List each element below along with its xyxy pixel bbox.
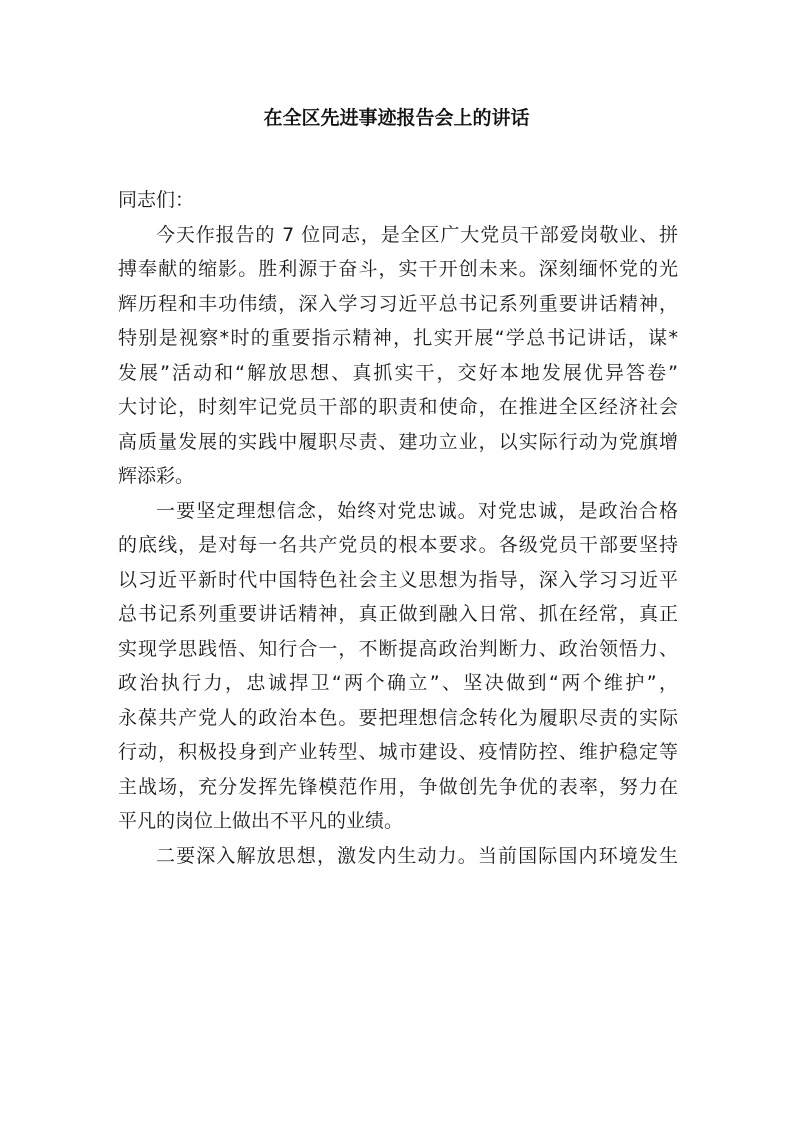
paragraph-line: 的底线，是对每一名共产党员的根本要求。各级党员干部要坚持 <box>118 534 678 556</box>
paragraph-line: 行动，积极投身到产业转型、城市建设、疫情防控、维护稳定等 <box>118 741 678 763</box>
document-title: 在全区先进事迹报告会上的讲话 <box>263 107 530 129</box>
paragraph-line: 一要坚定理想信念，始终对党忠诚。对党忠诚，是政治合格 <box>156 499 678 522</box>
paragraph-line: 政治执行力，忠诚捍卫“两个确立”、坚决做到“两个维护”， <box>118 672 678 694</box>
salutation-line: 同志们： <box>118 189 195 211</box>
paragraph-line: 辉添彩。 <box>118 465 195 487</box>
paragraph-line: 以习近平新时代中国特色社会主义思想为指导，深入学习习近平 <box>118 568 678 591</box>
paragraph-line: 搏奉献的缩影。胜利源于奋斗，实干开创未来。深刻缅怀党的光 <box>118 258 678 280</box>
document-body <box>118 185 678 875</box>
paragraph-line: 平凡的岗位上做出不平凡的业绩。 <box>118 810 404 832</box>
paragraph-line: 主战场，充分发挥先锋模范作用，争做创先争优的表率，努力在 <box>118 775 678 798</box>
paragraph-line: 永葆共产党人的政治本色。要把理想信念转化为履职尽责的实际 <box>118 706 678 729</box>
paragraph-line: 辉历程和丰功伟绩，深入学习习近平总书记系列重要讲话精神， <box>118 292 678 315</box>
paragraph-line: 发展”活动和“解放思想、真抓实干，交好本地发展优异答卷” <box>118 361 678 384</box>
paragraph-line: 实现学思践悟、知行合一，不断提高政治判断力、政治领悟力、 <box>118 637 678 660</box>
paragraph-line: 大讨论，时刻牢记党员干部的职责和使命，在推进全区经济社会 <box>118 396 678 418</box>
paragraph-line: 今天作报告的 7 位同志，是全区广大党员干部爱岗敬业、拼 <box>156 223 678 246</box>
paragraph-line: 特别是视察*时的重要指示精神，扎实开展“学总书记讲话，谋* <box>118 327 678 349</box>
paragraph-line: 二要深入解放思想，激发内生动力。当前国际国内环境发生 <box>156 844 678 867</box>
paragraph-line: 高质量发展的实践中履职尽责、建功立业，以实际行动为党旗增 <box>118 430 678 453</box>
paragraph-line: 总书记系列重要讲话精神，真正做到融入日常、抓在经常，真正 <box>118 603 678 625</box>
